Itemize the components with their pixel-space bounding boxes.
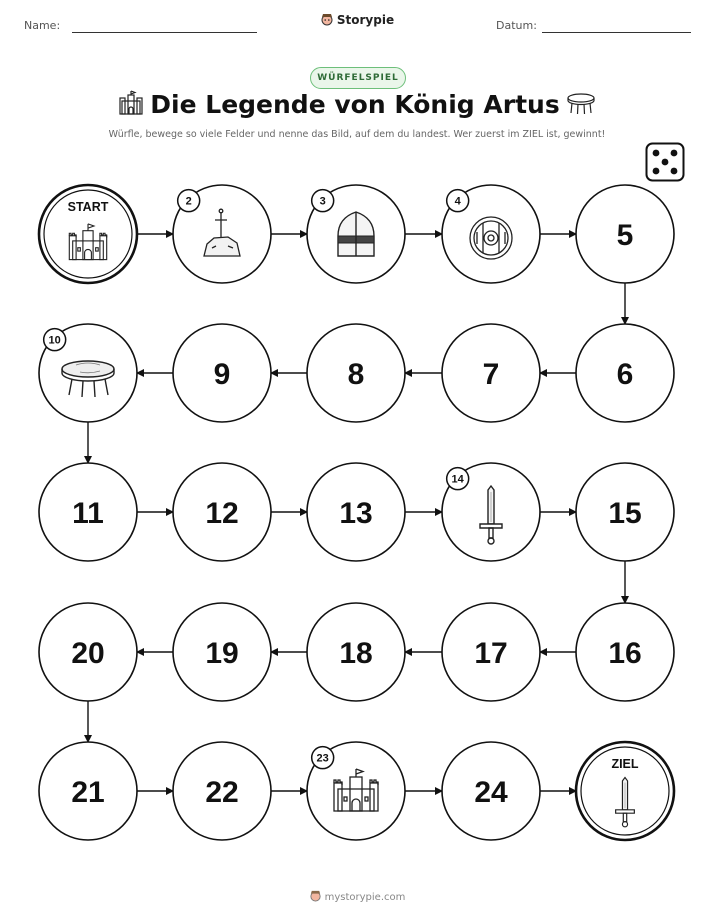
cell-number-badge [312, 190, 334, 212]
cell-number: 24 [474, 776, 508, 809]
board-cell-21 [39, 742, 137, 840]
instructions: Würfle, bewege so viele Felder und nenne das Bild, auf dem du landest. Wer zuerst im ZIEL ist, gewinnt! [108, 129, 606, 140]
cell-number: 16 [608, 637, 642, 670]
cell-number-badge [447, 190, 469, 212]
cell-number: 17 [474, 637, 508, 670]
cell-number: 14 [451, 473, 464, 486]
cell-number: 6 [616, 358, 634, 391]
goal-label: ZIEL [611, 757, 639, 771]
cell-number: 13 [339, 497, 373, 530]
board-cell-23 [307, 742, 405, 840]
cell-number: 10 [48, 334, 61, 347]
date-label: Datum: [496, 19, 537, 32]
cell-number: 21 [71, 776, 105, 809]
start-label: START [67, 200, 109, 214]
cell-number: 5 [616, 219, 634, 252]
brand-name: Storypie [336, 13, 395, 27]
board-cell-25 [576, 742, 674, 840]
board-cell-12 [173, 463, 271, 561]
board-cell-14 [442, 463, 540, 561]
title-text: Die Legende von König Artus [150, 90, 560, 119]
board-cell-16 [576, 603, 674, 701]
board-cell-2 [173, 185, 271, 283]
board-cell-8 [307, 324, 405, 422]
cell-number-badge [44, 329, 66, 351]
board-cell-1 [39, 185, 137, 283]
cell-number: 23 [316, 752, 329, 765]
cell-number: 18 [339, 637, 373, 670]
cell-number-badge [312, 747, 334, 769]
board-cell-11 [39, 463, 137, 561]
board-cell-13 [307, 463, 405, 561]
cell-number: 15 [608, 497, 642, 530]
cell-number: 9 [213, 358, 231, 391]
board-cell-15 [576, 463, 674, 561]
game-type-badge: WÜRFELSPIEL [310, 67, 406, 89]
cell-number: 7 [482, 358, 500, 391]
board-cell-9 [173, 324, 271, 422]
cell-number: 4 [454, 195, 461, 208]
board-cell-6 [576, 324, 674, 422]
cell-number: 3 [319, 195, 326, 208]
cell-number: 11 [72, 497, 104, 530]
name-label: Name: [24, 19, 61, 32]
cell-number: 2 [185, 195, 192, 208]
cell-number: 20 [71, 637, 105, 670]
cell-number: 8 [347, 358, 365, 391]
board-cell-10 [39, 324, 137, 422]
board-cell-4 [442, 185, 540, 283]
footer-url: mystorypie.com [324, 892, 406, 903]
cell-number: 19 [205, 637, 239, 670]
cell-number: 12 [205, 497, 239, 530]
board-cell-3 [307, 185, 405, 283]
board-cell-7 [442, 324, 540, 422]
board-cell-5 [576, 185, 674, 283]
storypie-logo-icon [309, 889, 322, 905]
cell-number: 22 [205, 776, 239, 809]
cell-number-badge [178, 190, 200, 212]
board-cell-17 [442, 603, 540, 701]
footer [0, 889, 714, 905]
board-cell-22 [173, 742, 271, 840]
board-cell-24 [442, 742, 540, 840]
board-cell-19 [173, 603, 271, 701]
cell-number-badge [447, 468, 469, 490]
board-cell-20 [39, 603, 137, 701]
board-cell-18 [307, 603, 405, 701]
